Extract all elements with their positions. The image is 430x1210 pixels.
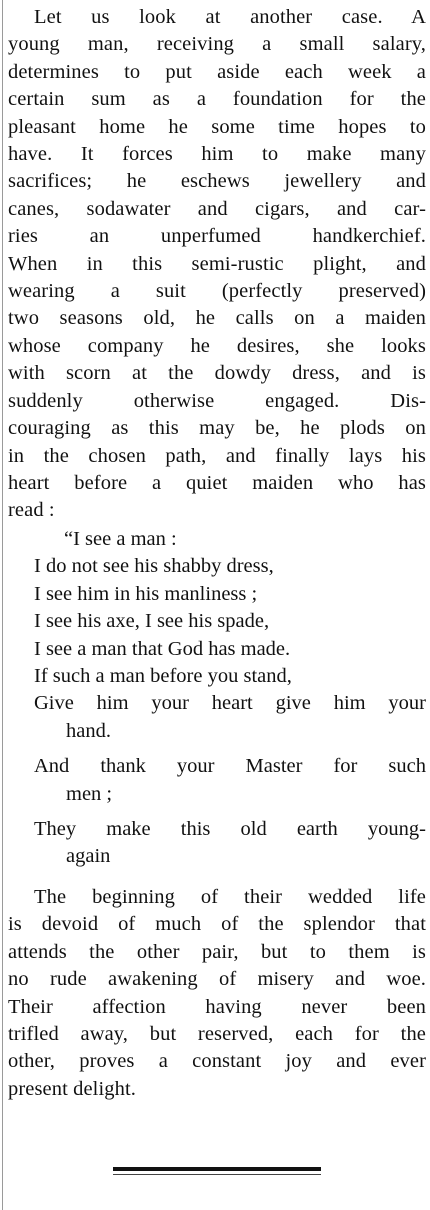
poem-line: They make this old earth young- <box>34 818 426 841</box>
text-line: ries an unperfumed handkerchief. <box>8 225 426 248</box>
text-line: present delight. <box>8 1077 136 1100</box>
column-border-line <box>2 0 3 1210</box>
paragraph-young-man <box>8 4 426 525</box>
poem-quotation <box>8 526 426 871</box>
text-line: read : <box>8 499 55 522</box>
poem-line: If such a man before you stand, <box>34 665 292 688</box>
text-line: young man, receiving a small salary, <box>8 33 426 56</box>
text-line: Let us look at another case. A <box>34 6 426 28</box>
poem-line: And thank your Master for such <box>34 755 426 778</box>
text-line: certain sum as a foundation for the <box>8 88 426 111</box>
text-line: other, proves a constant joy and ever <box>8 1050 426 1073</box>
paragraph-wedded-life <box>8 884 426 1103</box>
text-line: determines to put aside each week a <box>8 60 426 83</box>
section-divider-rule <box>113 1167 321 1171</box>
text-line: no rude awakening of misery and woe. <box>8 968 426 991</box>
poem-line-continuation: hand. <box>66 719 111 742</box>
poem-line-continuation: men ; <box>66 782 113 805</box>
text-line: attends the other pair, but to them is <box>8 940 426 963</box>
text-line: When in this semi-rustic plight, and <box>8 252 426 275</box>
text-line: pleasant home he some time hopes to <box>8 115 426 138</box>
poem-line: Give him your heart give him your <box>34 692 426 715</box>
text-line: canes, sodawater and cigars, and car- <box>8 197 426 220</box>
text-line: have. It forces him to make many <box>8 143 426 166</box>
text-line: two seasons old, he calls on a maiden <box>8 307 426 330</box>
poem-line: I do not see his shabby dress, <box>34 555 274 578</box>
poem-line: I see him in his manliness ; <box>34 582 258 605</box>
text-line: whose company he desires, she looks <box>8 334 426 357</box>
poem-line: “I see a man : <box>64 528 177 550</box>
text-line: with scorn at the dowdy dress, and is <box>8 362 426 385</box>
poem-line: I see a man that God has made. <box>34 637 291 660</box>
poem-line: I see his axe, I see his spade, <box>34 610 270 633</box>
text-line: wearing a suit (perfectly preserved) <box>8 280 426 303</box>
text-line: sacrifices; he eschews jewellery and <box>8 170 426 193</box>
text-line: heart before a quiet maiden who has <box>8 471 426 494</box>
text-line: The beginning of their wedded life <box>34 886 426 908</box>
text-line: in the chosen path, and finally lays his <box>8 444 426 467</box>
text-line: trifled away, but reserved, each for the <box>8 1023 426 1046</box>
text-line: couraging as this may be, he plods on <box>8 417 426 440</box>
poem-line-continuation: again <box>66 845 111 868</box>
text-line: suddenly otherwise engaged. Dis- <box>8 389 426 412</box>
text-line: is devoid of much of the splendor that <box>8 913 426 936</box>
text-line: Their affection having never been <box>8 995 426 1018</box>
section-divider-thin-rule <box>113 1174 321 1175</box>
